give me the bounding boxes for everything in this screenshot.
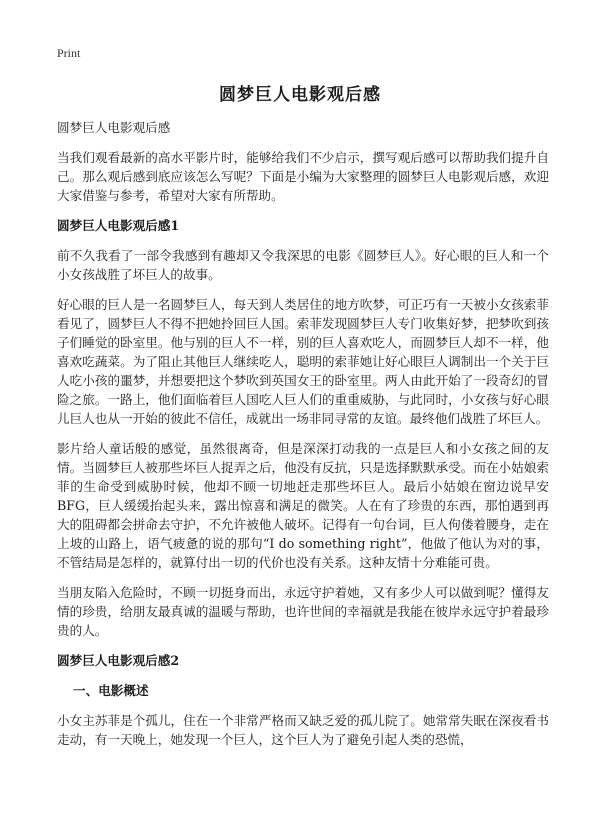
document-title: 圆梦巨人电影观后感 [219, 85, 381, 105]
intro-paragraph: 当我们观看最新的高水平影片时，能够给我们不少启示，撰写观后感可以帮助我们提升自己。那么观后感到底应该怎么写呢？下面是小编为大家整理的圆梦巨人电影观后感，欢迎大家借鉴与参考，希望对大家有所帮助。 [57, 150, 549, 203]
section1-paragraph-2: 好心眼的巨人是一名圆梦巨人，每天到人类居住的地方吹梦，可正巧有一天被小女孩索菲看见了，圆梦巨人不得不把她拎回巨人国。索菲发现圆梦巨人专门收集好梦，把梦吹到孩子们睡觉的卧室里。他与别的巨人不一样，别的巨人喜欢吃人，而圆梦巨人却不一样，他喜欢吃蔬菜。为了阻止其他巨人继续吃人，聪明的索菲她让好心眼巨人调制出一个关于巨人吃小孩的噩梦，并想要把这个梦吹到英国女王的卧室里。两人由此开始了一段奇幻的冒险之旅。一路上，他们面临着巨人国吃人巨人们的重重威胁，与此同时，小女孩与好心眼儿巨人也从一开始的彼此不信任，成就出一场非同寻常的友谊。最终他们战胜了坏巨人。 [57, 297, 549, 426]
section1-paragraph-3: 影片给人童话般的感觉，虽然很离奇，但是深深打动我的一点是巨人和小女孩之间的友情。当圆梦巨人被那些坏巨人捉弄之后，他没有反抗，只是选择默默承受。而在小姑娘索菲的生命受到威胁时候，他却不顾一切地赶走那些坏巨人。最后小姑娘在窗边说早安BFG，巨人缓缓抬起头来，露出惊喜和满足的微笑。人在有了珍贵的东西，那怕遇到再大的阻碍都会拼命去守护，不允许被他人破坏。记得有一句台词，巨人佝偻着腰身，走在上坡的山路上，语气疲惫的说的那句“I do something right”，他做了他认为对的事，不管结局是怎样的，就算付出一切的代价也没有关系。这种友情十分难能可贵。 [57, 441, 549, 570]
section2-paragraph-1: 小女主苏菲是个孤儿，住在一个非常严格而又缺乏爱的孤儿院了。她常常失眠在深夜看书走动，有一天晚上，她发现一个巨人，这个巨人为了避免引起人类的恐慌， [57, 713, 549, 747]
section1-paragraph-1: 前不久我看了一部令我感到有趣却又令我深思的电影《圆梦巨人》。好心眼的巨人和一个小女孩战胜了坏巨人的故事。 [57, 248, 549, 282]
section2-subheading: 一、电影概述 [73, 683, 149, 698]
section2-heading: 圆梦巨人电影观后感2 [57, 653, 180, 668]
print-label[interactable]: Print [57, 46, 81, 60]
document-subtitle: 圆梦巨人电影观后感 [57, 120, 171, 135]
section1-heading: 圆梦巨人电影观后感1 [57, 218, 180, 233]
document-body [57, 118, 549, 760]
section1-paragraph-4: 当朋友陷入危险时，不顾一切挺身而出，永远守护着她，又有多少人可以做到呢？懂得友情的珍贵，给朋友最真诚的温暖与帮助，也许世间的幸福就是我能在彼岸永远守护着最珍贵的人。 [57, 585, 549, 638]
